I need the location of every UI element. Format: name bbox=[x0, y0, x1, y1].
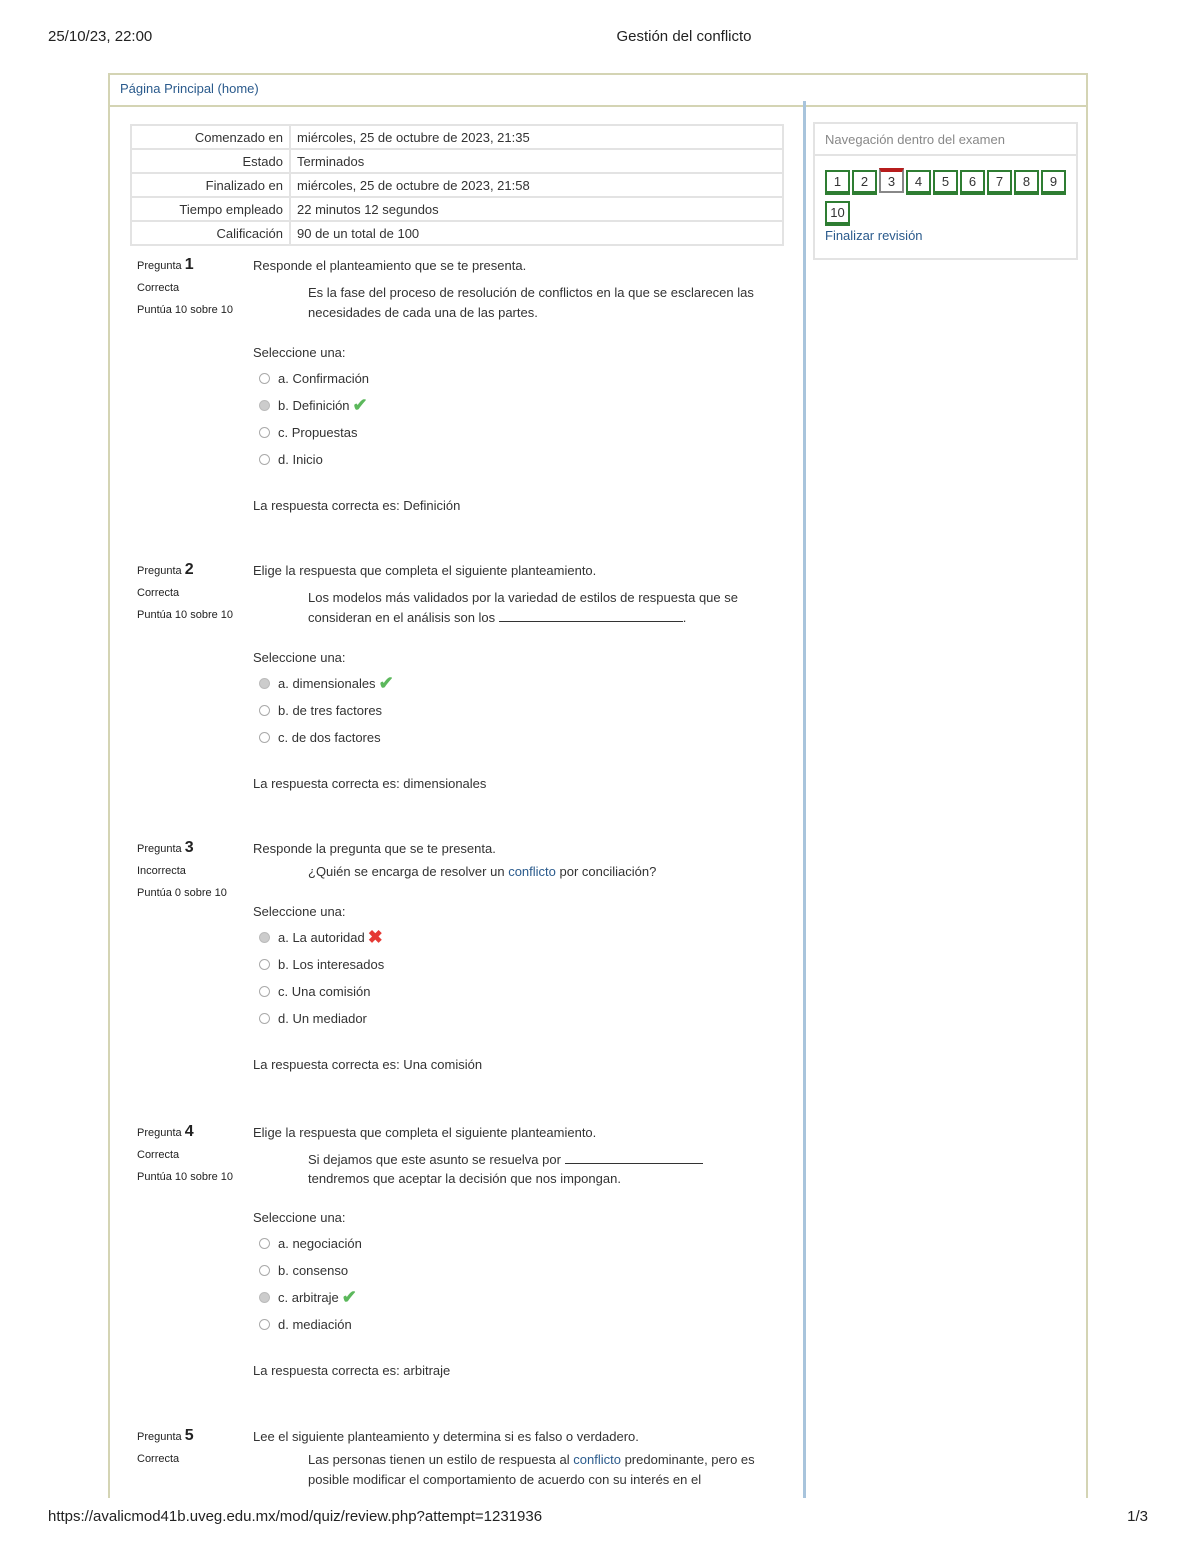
blank-line bbox=[499, 609, 683, 622]
answer-option[interactable] bbox=[259, 450, 773, 468]
cross-icon: ✖ bbox=[367, 926, 383, 947]
question-instruction: Elige la respuesta que completa el siguiente planteamiento. bbox=[253, 563, 597, 578]
nav-question-7-button[interactable]: 7 bbox=[987, 170, 1012, 195]
summary-row bbox=[131, 221, 783, 245]
summary-row bbox=[131, 125, 783, 149]
question-state: Correcta bbox=[137, 587, 180, 599]
answer-option[interactable] bbox=[259, 701, 773, 719]
check-icon: ✔ bbox=[352, 394, 368, 415]
question-score: Puntúa 10 sobre 10 bbox=[137, 1171, 234, 1183]
question-info bbox=[137, 1427, 247, 1465]
summary-row bbox=[131, 173, 783, 197]
summary-row bbox=[131, 197, 783, 221]
question-state: Correcta bbox=[137, 1149, 180, 1161]
quiz-navigation-title: Navegación dentro del examen bbox=[825, 132, 1005, 147]
nav-question-4-button[interactable]: 4 bbox=[906, 170, 931, 195]
answer-option[interactable] bbox=[259, 423, 773, 441]
question-info bbox=[137, 839, 247, 899]
nav-question-2-button[interactable]: 2 bbox=[852, 170, 877, 195]
question-body bbox=[253, 561, 773, 791]
select-prompt: Seleccione una: bbox=[253, 904, 346, 919]
check-icon: ✔ bbox=[341, 1286, 357, 1307]
option-label: b. de tres factores bbox=[278, 702, 383, 718]
question-info bbox=[137, 1123, 247, 1183]
stem-text: por conciliación? bbox=[559, 864, 657, 879]
question-score: Puntúa 10 sobre 10 bbox=[137, 304, 234, 316]
answer-option[interactable] bbox=[259, 1288, 773, 1306]
question-number: 4 bbox=[184, 1123, 194, 1140]
radio-button[interactable] bbox=[259, 1013, 270, 1024]
stem-text: Las personas tienen un estilo de respuesta al bbox=[308, 1452, 570, 1467]
radio-button[interactable] bbox=[259, 1292, 270, 1303]
answer-option[interactable] bbox=[259, 982, 773, 1000]
stem-text: Si dejamos que este asunto se resuelva por bbox=[308, 1152, 561, 1167]
print-date: 25/10/23, 22:00 bbox=[48, 28, 153, 45]
finish-review-link[interactable]: Finalizar revisión bbox=[825, 228, 923, 243]
radio-button[interactable] bbox=[259, 678, 270, 689]
summary-row bbox=[131, 149, 783, 173]
print-title: Gestión del conflicto bbox=[616, 28, 752, 45]
option-label: a. dimensionales bbox=[278, 675, 376, 691]
correct-answer: La respuesta correcta es: Definición bbox=[253, 498, 461, 513]
glossary-link[interactable]: conflicto bbox=[573, 1452, 621, 1467]
radio-button[interactable] bbox=[259, 959, 270, 970]
question-instruction: Responde el planteamiento que se te presenta. bbox=[253, 258, 527, 273]
question-score: Puntúa 10 sobre 10 bbox=[137, 609, 234, 621]
summary-label: Comenzado en bbox=[131, 125, 290, 149]
option-label: a. negociación bbox=[278, 1235, 362, 1251]
question-instruction: Responde la pregunta que se te presenta. bbox=[253, 841, 496, 856]
divider bbox=[815, 154, 1076, 156]
nav-question-10-button[interactable]: 10 bbox=[825, 201, 850, 226]
stem-text: . bbox=[682, 610, 687, 625]
stem-text: tendremos que aceptar la decisión que nos impongan. bbox=[308, 1171, 621, 1186]
summary-label: Tiempo empleado bbox=[131, 197, 290, 221]
print-page-number: 1/3 bbox=[1127, 1508, 1148, 1525]
option-label: b. consenso bbox=[278, 1262, 349, 1278]
question-label: Pregunta bbox=[137, 1431, 182, 1443]
correct-answer: La respuesta correcta es: Una comisión bbox=[253, 1057, 483, 1072]
correct-answer: La respuesta correcta es: arbitraje bbox=[253, 1363, 451, 1378]
question-body bbox=[253, 1123, 773, 1378]
blank-line bbox=[565, 1151, 703, 1164]
question-body bbox=[253, 256, 773, 513]
answer-option[interactable] bbox=[259, 1315, 773, 1333]
option-label: a. Confirmación bbox=[278, 370, 370, 386]
question-info bbox=[137, 561, 247, 621]
stem-text: ¿Quién se encarga de resolver un bbox=[308, 864, 505, 879]
radio-button[interactable] bbox=[259, 705, 270, 716]
option-label: c. de dos factores bbox=[278, 729, 381, 745]
question-stem bbox=[308, 862, 768, 882]
summary-value: Terminados bbox=[290, 149, 783, 173]
question-stem bbox=[308, 1150, 768, 1188]
stem-text: Los modelos más validados por la variedad de estilos de respuesta que se consideran en el análisis son los bbox=[308, 590, 738, 625]
answer-option[interactable] bbox=[259, 1009, 773, 1027]
summary-value: 90 de un total de 100 bbox=[290, 221, 783, 245]
correct-answer: La respuesta correcta es: dimensionales bbox=[253, 776, 487, 791]
stem-text: predominante, pero es posible modificar el comportamiento de acuerdo con su interés en el bbox=[308, 1452, 755, 1487]
nav-question-6-button[interactable]: 6 bbox=[960, 170, 985, 195]
answer-option[interactable] bbox=[259, 728, 773, 746]
question-instruction: Elige la respuesta que completa el siguiente planteamiento. bbox=[253, 1125, 597, 1140]
question-stem: Es la fase del proceso de resolución de conflictos en la que se esclarecen las necesidades de cada una de las partes. bbox=[308, 285, 754, 320]
option-label: b. Los interesados bbox=[278, 956, 385, 972]
summary-value: miércoles, 25 de octubre de 2023, 21:58 bbox=[290, 173, 783, 197]
option-label: c. arbitraje bbox=[278, 1289, 339, 1305]
nav-question-5-button[interactable]: 5 bbox=[933, 170, 958, 195]
option-label: c. Una comisión bbox=[278, 983, 371, 999]
question-label: Pregunta bbox=[137, 1127, 182, 1139]
nav-question-8-button[interactable]: 8 bbox=[1014, 170, 1039, 195]
option-label: a. La autoridad bbox=[278, 929, 365, 945]
question-number: 3 bbox=[184, 839, 194, 856]
radio-button[interactable] bbox=[259, 1238, 270, 1249]
option-label: d. Un mediador bbox=[278, 1010, 367, 1026]
breadcrumb-bar bbox=[110, 75, 1086, 107]
question-number: 2 bbox=[184, 561, 194, 578]
question-score: Puntúa 0 sobre 10 bbox=[137, 887, 227, 899]
radio-button[interactable] bbox=[259, 427, 270, 438]
answer-option[interactable] bbox=[259, 955, 773, 973]
question-stem bbox=[308, 1450, 768, 1490]
question-label: Pregunta bbox=[137, 843, 182, 855]
summary-label: Calificación bbox=[131, 221, 290, 245]
question-stem bbox=[308, 588, 768, 628]
radio-button[interactable] bbox=[259, 400, 270, 411]
summary-label: Estado bbox=[131, 149, 290, 173]
nav-question-3-button[interactable]: 3 bbox=[879, 168, 904, 193]
answer-option[interactable] bbox=[259, 396, 773, 414]
radio-button[interactable] bbox=[259, 986, 270, 997]
answer-option[interactable] bbox=[259, 1261, 773, 1279]
radio-button[interactable] bbox=[259, 932, 270, 943]
radio-button[interactable] bbox=[259, 1319, 270, 1330]
answer-option[interactable] bbox=[259, 1234, 773, 1252]
check-icon: ✔ bbox=[378, 672, 394, 693]
glossary-link[interactable]: conflicto bbox=[508, 864, 556, 879]
question-label: Pregunta bbox=[137, 565, 182, 577]
answer-option[interactable] bbox=[259, 674, 773, 692]
question-instruction: Lee el siguiente planteamiento y determina si es falso o verdadero. bbox=[253, 1429, 639, 1444]
radio-button[interactable] bbox=[259, 732, 270, 743]
question-state: Correcta bbox=[137, 282, 180, 294]
nav-question-1-button[interactable]: 1 bbox=[825, 170, 850, 195]
select-prompt: Seleccione una: bbox=[253, 1210, 346, 1225]
summary-value: 22 minutos 12 segundos bbox=[290, 197, 783, 221]
option-label: d. Inicio bbox=[278, 451, 323, 467]
question-label: Pregunta bbox=[137, 260, 182, 272]
question-number: 5 bbox=[184, 1427, 194, 1444]
quiz-navigation-block bbox=[813, 122, 1078, 260]
print-url: https://avalicmod41b.uveg.edu.mx/mod/quiz/review.php?attempt=1231936 bbox=[48, 1508, 543, 1525]
column-divider bbox=[803, 101, 806, 1498]
radio-button[interactable] bbox=[259, 454, 270, 465]
select-prompt: Seleccione una: bbox=[253, 345, 346, 360]
quiz-navigation-buttons bbox=[825, 168, 1070, 232]
select-prompt: Seleccione una: bbox=[253, 650, 346, 665]
option-label: c. Propuestas bbox=[278, 424, 358, 440]
answer-option[interactable] bbox=[259, 369, 773, 387]
breadcrumb-home-link[interactable]: Página Principal (home) bbox=[120, 81, 259, 96]
summary-label: Finalizado en bbox=[131, 173, 290, 197]
question-body bbox=[253, 839, 773, 1072]
attempt-summary-table bbox=[130, 124, 784, 246]
question-info bbox=[137, 256, 247, 316]
question-body bbox=[253, 1427, 773, 1490]
answer-option[interactable] bbox=[259, 928, 773, 946]
nav-question-9-button[interactable]: 9 bbox=[1041, 170, 1066, 195]
option-label: d. mediación bbox=[278, 1316, 352, 1332]
radio-button[interactable] bbox=[259, 373, 270, 384]
question-state: Correcta bbox=[137, 1453, 180, 1465]
option-label: b. Definición bbox=[278, 397, 350, 413]
question-state: Incorrecta bbox=[137, 865, 186, 877]
radio-button[interactable] bbox=[259, 1265, 270, 1276]
question-number: 1 bbox=[184, 256, 194, 273]
summary-value: miércoles, 25 de octubre de 2023, 21:35 bbox=[290, 125, 783, 149]
